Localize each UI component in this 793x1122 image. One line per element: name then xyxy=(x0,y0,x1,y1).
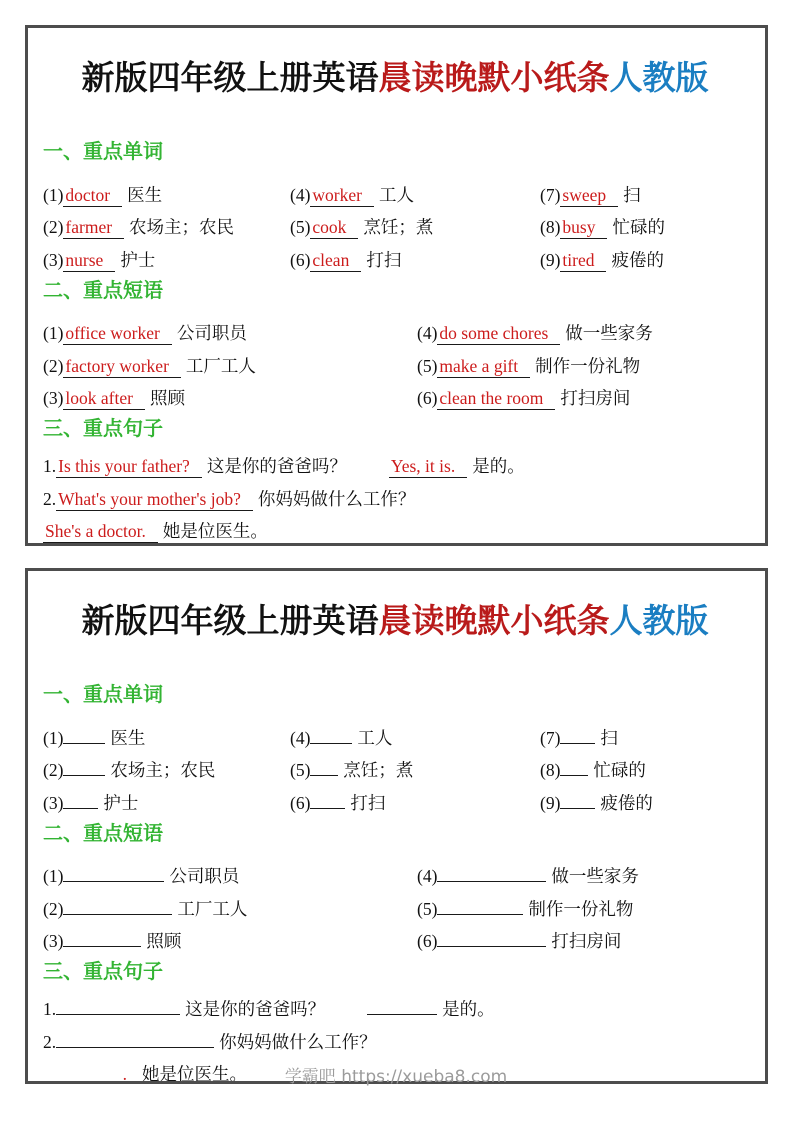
answer-blank xyxy=(310,759,338,776)
item-meaning: 忙碌的 xyxy=(593,760,646,780)
item-number: (5) xyxy=(417,355,438,376)
item-number: (2) xyxy=(43,217,64,237)
item-number: (7) xyxy=(540,184,561,205)
item-meaning: 工人 xyxy=(357,727,393,748)
item-meaning: 打扫房间 xyxy=(560,388,631,408)
list-item xyxy=(43,897,417,922)
list-item xyxy=(417,897,747,922)
list-item xyxy=(43,758,290,783)
item-number: (3) xyxy=(43,792,64,813)
list-item xyxy=(290,791,540,816)
item-number: (6) xyxy=(417,931,438,951)
answer-blank xyxy=(56,1031,214,1048)
list-item xyxy=(290,248,540,273)
list-item xyxy=(417,354,747,379)
list-item xyxy=(43,791,290,816)
section-heading-key-sentences: 三、重点句子 xyxy=(43,418,163,440)
answer-blank xyxy=(437,898,523,915)
item-meaning: 照顾 xyxy=(146,931,182,951)
list-item xyxy=(540,215,747,240)
item-meaning: 工厂工人 xyxy=(177,898,248,919)
list-item xyxy=(43,386,417,411)
answer-blank xyxy=(437,865,546,882)
item-meaning: 打扫 xyxy=(350,792,386,813)
section-heading-key-phrases: 二、重点短语 xyxy=(43,822,163,845)
list-item xyxy=(417,864,747,889)
item-number: (1) xyxy=(43,323,64,343)
list-item xyxy=(43,215,290,240)
item-meaning: 照顾 xyxy=(149,388,185,408)
section-heading-key-sentences: 三、重点句子 xyxy=(43,961,163,983)
list-item xyxy=(540,183,747,208)
list-item xyxy=(290,726,540,751)
item-meaning: 护士 xyxy=(120,249,156,270)
item-number: (4) xyxy=(417,866,438,886)
item-number: (6) xyxy=(290,792,311,813)
item-meaning: 忙碌的 xyxy=(612,217,665,237)
sentence-line-2 xyxy=(43,1026,747,1059)
item-meaning: 疲倦的 xyxy=(600,792,653,813)
list-item xyxy=(540,248,747,273)
section-heading-key-words: 一、重点单词 xyxy=(43,141,163,163)
answer-blank xyxy=(560,792,595,809)
sentence-number: 1. xyxy=(43,999,57,1019)
worksheet-title xyxy=(43,58,747,98)
answer-word: office worker xyxy=(63,323,171,345)
answer-word: cook xyxy=(310,217,358,239)
title-main-part: 晨读晚默小纸条 xyxy=(378,58,610,97)
answer-word: doctor xyxy=(63,185,122,207)
answer-word: do some chores xyxy=(437,323,560,345)
answer-blank xyxy=(43,1058,137,1084)
answer-blank xyxy=(560,727,595,744)
title-grade-part: 新版四年级上册英语 xyxy=(81,58,379,97)
answer-word: make a gift xyxy=(437,356,530,378)
key-phrases-grid-blank xyxy=(43,857,747,955)
sentence-chinese: 是的。 xyxy=(472,456,525,476)
item-number: (5) xyxy=(417,898,438,919)
item-meaning: 制作一份礼物 xyxy=(535,355,641,376)
item-number: (1) xyxy=(43,866,64,886)
sentence-line-2 xyxy=(43,483,747,516)
item-meaning: 扫 xyxy=(600,727,618,748)
item-meaning: 公司职员 xyxy=(176,323,247,343)
item-number: (1) xyxy=(43,184,64,205)
list-item xyxy=(43,929,417,954)
item-number: (2) xyxy=(43,898,64,919)
panel-answer-key xyxy=(25,25,768,546)
sentence-line-1 xyxy=(43,450,747,483)
answer-word: farmer xyxy=(63,217,124,239)
list-item xyxy=(540,726,747,751)
item-meaning: 护士 xyxy=(103,792,139,813)
item-meaning: 做一些家务 xyxy=(551,866,639,886)
sentence-chinese: 她是位医生。 xyxy=(162,521,268,541)
answer-word: nurse xyxy=(63,250,115,272)
item-number: (4) xyxy=(290,727,311,748)
answer-word: busy xyxy=(560,217,607,239)
sentence-answer-english: Is this your father? xyxy=(56,456,202,478)
answer-blank xyxy=(310,727,352,744)
sentence-answer-english: What's your mother's job? xyxy=(56,489,253,511)
answer-blank xyxy=(63,792,98,809)
red-period: . xyxy=(122,1064,127,1084)
item-number: (2) xyxy=(43,760,64,780)
answer-blank xyxy=(63,759,105,776)
answer-blank xyxy=(63,727,105,744)
answer-blank xyxy=(437,930,546,947)
sentence-answer-english: Yes, it is. xyxy=(389,456,467,478)
list-item xyxy=(290,758,540,783)
answer-blank xyxy=(63,865,164,882)
sentence-chinese: 你妈妈做什么工作？ xyxy=(257,488,416,509)
sentence-chinese: 她是位医生。 xyxy=(142,1064,247,1084)
item-number: (7) xyxy=(540,727,561,748)
answer-blank xyxy=(56,998,180,1015)
item-number: (5) xyxy=(290,760,311,780)
sentence-chinese: 这是你的爸爸吗？ xyxy=(185,999,326,1019)
sentence-number: 2. xyxy=(43,1031,57,1052)
list-item xyxy=(43,248,290,273)
item-meaning: 烹饪；煮 xyxy=(363,217,434,237)
list-item xyxy=(417,386,747,411)
item-number: (9) xyxy=(540,792,561,813)
key-phrases-grid-filled xyxy=(43,314,747,412)
item-number: (5) xyxy=(290,217,311,237)
answer-blank xyxy=(310,792,345,809)
item-meaning: 烹饪；煮 xyxy=(343,760,414,780)
item-number: (4) xyxy=(417,323,438,343)
item-meaning: 公司职员 xyxy=(169,866,240,886)
list-item xyxy=(43,726,290,751)
item-meaning: 制作一份礼物 xyxy=(528,898,634,919)
sentence-number: 1. xyxy=(43,456,57,476)
sentence-answer-english: She's a doctor. xyxy=(43,521,158,543)
answer-blank xyxy=(63,898,172,915)
item-number: (9) xyxy=(540,249,561,270)
title-edition-part: 人教版 xyxy=(609,601,709,640)
section-heading-key-words: 一、重点单词 xyxy=(43,684,163,706)
list-item xyxy=(540,791,747,816)
answer-blank xyxy=(63,930,141,947)
item-number: (2) xyxy=(43,355,64,376)
title-edition-part: 人教版 xyxy=(609,58,709,97)
item-meaning: 做一些家务 xyxy=(565,323,653,343)
item-meaning: 工人 xyxy=(378,184,414,205)
item-number: (3) xyxy=(43,931,64,951)
item-number: (8) xyxy=(540,217,561,237)
answer-blank xyxy=(560,759,588,776)
title-main-part: 晨读晚默小纸条 xyxy=(378,601,610,640)
list-item xyxy=(417,321,747,346)
title-grade-part: 新版四年级上册英语 xyxy=(81,601,379,640)
sentence-chinese: 你妈妈做什么工作？ xyxy=(219,1031,377,1052)
panel-blank-practice xyxy=(25,568,768,1084)
item-meaning: 农场主；农民 xyxy=(110,760,216,780)
item-meaning: 打扫 xyxy=(366,249,402,270)
list-item xyxy=(43,864,417,889)
item-meaning: 疲倦的 xyxy=(611,249,664,270)
answer-word: look after xyxy=(63,388,145,410)
sentence-chinese: 这是你的爸爸吗？ xyxy=(206,456,347,476)
answer-blank xyxy=(367,998,437,1015)
list-item xyxy=(290,215,540,240)
list-item xyxy=(540,758,747,783)
sentence-line-3 xyxy=(43,515,747,546)
list-item xyxy=(43,354,417,379)
section-heading-key-phrases: 二、重点短语 xyxy=(43,279,163,302)
item-number: (3) xyxy=(43,249,64,270)
key-words-grid-blank xyxy=(43,718,747,816)
list-item xyxy=(43,321,417,346)
sentence-number: 2. xyxy=(43,488,57,509)
item-meaning: 工厂工人 xyxy=(185,355,256,376)
key-sentences-filled xyxy=(43,450,747,546)
list-item xyxy=(43,183,290,208)
item-number: (1) xyxy=(43,727,64,748)
answer-word: factory worker xyxy=(63,356,181,378)
sentence-chinese: 是的。 xyxy=(442,999,495,1019)
item-meaning: 扫 xyxy=(623,184,641,205)
key-words-grid-filled xyxy=(43,175,747,273)
item-meaning: 医生 xyxy=(127,184,163,205)
worksheet-title xyxy=(43,601,747,641)
list-item xyxy=(417,929,747,954)
item-number: (4) xyxy=(290,184,311,205)
list-item xyxy=(290,183,540,208)
answer-word: tired xyxy=(560,250,606,272)
answer-word: sweep xyxy=(560,185,618,207)
item-number: (3) xyxy=(43,388,64,408)
item-meaning: 打扫房间 xyxy=(551,931,622,951)
answer-word: worker xyxy=(310,185,374,207)
item-number: (6) xyxy=(417,388,438,408)
item-meaning: 医生 xyxy=(110,727,146,748)
item-meaning: 农场主；农民 xyxy=(129,217,235,237)
answer-word: clean xyxy=(310,250,361,272)
answer-word: clean the room xyxy=(437,388,555,410)
item-number: (8) xyxy=(540,760,561,780)
item-number: (6) xyxy=(290,249,311,270)
sentence-line-1 xyxy=(43,993,747,1026)
watermark: 学霸吧 https://xueba8.com xyxy=(284,1067,508,1087)
